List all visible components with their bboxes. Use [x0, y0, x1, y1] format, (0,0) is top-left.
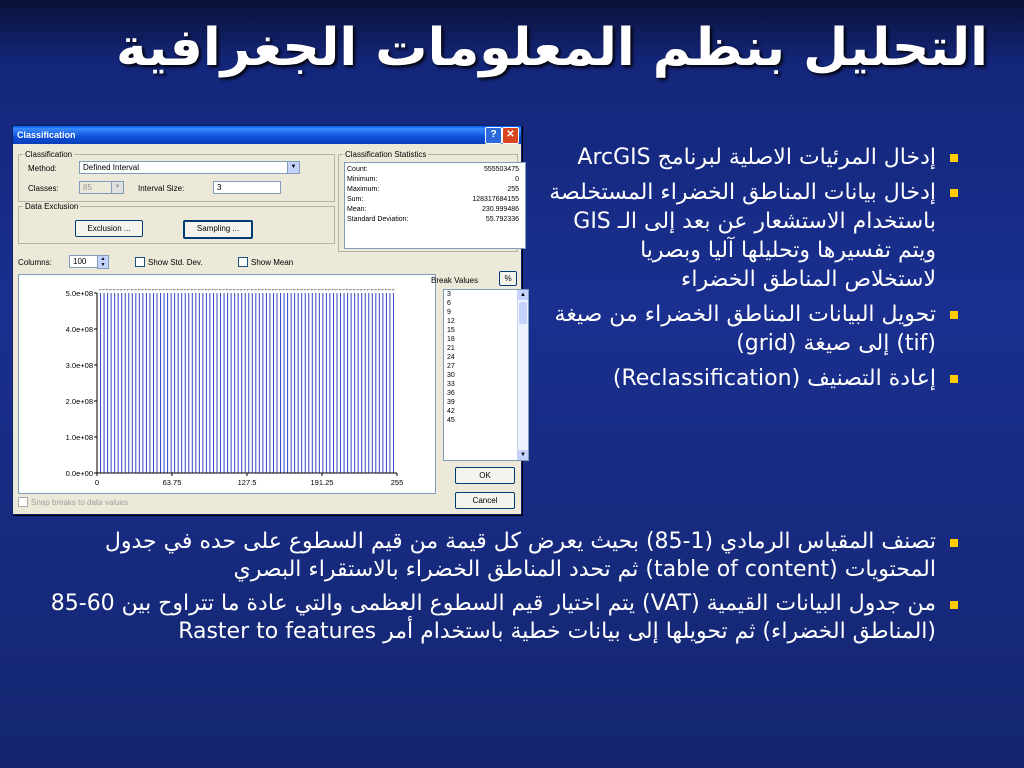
- break-line-handle: ⌐: [286, 287, 290, 293]
- break-line-handle: ⌐: [219, 287, 222, 293]
- show-std-dev-checkbox[interactable]: [135, 257, 145, 267]
- break-value-item[interactable]: 33: [447, 381, 455, 388]
- bullet-text: إدخال بيانات المناطق الخضراء المستخلصة باستخدام الاستشعار عن بعد إلى الـ GIS ويتم تفسيرها وتحليلها آليا وبصريا لاستخلاص المناطق الخضراء: [549, 180, 936, 292]
- break-line-handle: ⌐: [247, 287, 251, 293]
- bullet-square-icon: [950, 539, 958, 547]
- break-line-handle: ⌐: [141, 287, 145, 293]
- break-value-item[interactable]: 15: [447, 327, 455, 334]
- break-line-handle: ⌐: [134, 287, 138, 293]
- scrollbar[interactable]: [517, 290, 528, 460]
- break-line-handle: ⌐: [148, 287, 152, 293]
- break-value-item[interactable]: 30: [447, 372, 455, 379]
- break-line-handle: ⌐: [374, 287, 378, 293]
- break-line-handle: ⌐: [381, 287, 385, 293]
- x-tick-label: 255: [390, 478, 404, 487]
- classes-select: [79, 181, 124, 194]
- break-line-handle: ⌐: [303, 287, 307, 293]
- stat-value: 128317684155: [472, 196, 519, 203]
- stat-value: 55.792336: [485, 216, 519, 223]
- ok-button[interactable]: OK: [455, 467, 515, 484]
- y-tick-label: 5.0e+08: [65, 289, 93, 298]
- break-line-handle: ⌐: [99, 287, 102, 293]
- columns-value: 100: [73, 257, 87, 266]
- break-value-item[interactable]: 3: [447, 291, 451, 298]
- break-line-handle: ⌐: [307, 287, 311, 293]
- method-select[interactable]: [79, 161, 300, 174]
- break-line-handle: ⌐: [106, 287, 110, 293]
- break-line-handle: ⌐: [127, 287, 131, 293]
- break-line-handle: ⌐: [190, 287, 194, 293]
- break-line-handle: ⌐: [279, 287, 282, 293]
- show-mean-label: Show Mean: [251, 258, 294, 267]
- break-line-handle: ⌐: [310, 287, 314, 293]
- break-line-handle: ⌐: [392, 287, 395, 293]
- break-line-handle: ⌐: [162, 287, 166, 293]
- scroll-down-icon[interactable]: ▼: [518, 450, 528, 460]
- stat-value: 230.999486: [482, 206, 519, 213]
- break-value-item[interactable]: 45: [447, 417, 455, 424]
- columns-input[interactable]: [69, 255, 100, 268]
- break-line-handle: ⌐: [370, 287, 374, 293]
- stat-key: Maximum:: [347, 186, 380, 193]
- break-values-label: Break Values: [431, 276, 478, 285]
- break-line-handle: ⌐: [349, 287, 353, 293]
- snap-breaks-label: Snap breaks to data values: [31, 498, 128, 507]
- break-line-handle: ⌐: [272, 287, 275, 293]
- stat-key: Minimum:: [347, 176, 378, 183]
- break-line-handle: ⌐: [363, 287, 367, 293]
- break-line-handle: ⌐: [173, 287, 177, 293]
- bullet-text: تصنف المقياس الرمادي (1-85) بحيث يعرض كل قيمة من قيم السطوع على حده في جدول المحتويات (table of content) ثم تحدد المناطق الخضراء بالاستقراء البصري: [104, 529, 936, 582]
- break-line-handle: ⌐: [204, 287, 208, 293]
- break-line-handle: ⌐: [116, 287, 120, 293]
- bullet-item: [544, 364, 964, 393]
- break-line-handle: ⌐: [332, 287, 335, 293]
- break-line-handle: ⌐: [328, 287, 332, 293]
- method-label: Method:: [28, 164, 57, 173]
- stat-row: [347, 216, 519, 226]
- chevron-down-icon: ▼: [111, 182, 123, 193]
- stat-row: [347, 206, 519, 216]
- classification-dialog: [12, 125, 526, 515]
- break-value-item[interactable]: 21: [447, 345, 455, 352]
- dialog-title-bar[interactable]: [13, 126, 521, 144]
- bullet-text: تحويل البيانات المناطق الخضراء من صيغة (tif) إلى صيغة (grid): [554, 302, 936, 356]
- stat-row: [347, 166, 519, 176]
- classes-value: 85: [83, 183, 92, 192]
- break-value-item[interactable]: 18: [447, 336, 455, 343]
- y-tick-label: 2.0e+08: [65, 397, 93, 406]
- break-line-handle: ⌐: [377, 287, 381, 293]
- interval-size-input[interactable]: 3: [213, 181, 281, 194]
- break-line-handle: ⌐: [233, 287, 237, 293]
- break-line-handle: ⌐: [268, 287, 272, 293]
- bullet-text: من جدول البيانات القيمية (VAT) يتم اختيار قيم السطوع العظمى والتي عادة ما تتراوح بين 60-85 (المناطق الخضراء) ثم تحويلها إلى بيانات خطية باستخدام أمر Raster to features: [50, 591, 936, 644]
- scroll-thumb[interactable]: [519, 302, 527, 324]
- break-line-handle: ⌐: [282, 287, 286, 293]
- classification-group-label: Classification: [25, 150, 73, 159]
- break-line-handle: ⌐: [222, 287, 226, 293]
- break-value-item[interactable]: 12: [447, 318, 455, 325]
- stat-row: [347, 176, 519, 186]
- x-tick-label: 63.75: [162, 478, 182, 487]
- break-line-handle: ⌐: [384, 287, 388, 293]
- help-button[interactable]: ?: [485, 127, 502, 144]
- lower-bullet-list: [34, 528, 964, 652]
- stat-key: Mean:: [347, 206, 367, 213]
- break-line-handle: ⌐: [356, 287, 360, 293]
- break-line-handle: ⌐: [201, 287, 205, 293]
- break-line-handle: ⌐: [137, 287, 141, 293]
- histogram-chart[interactable]: [18, 274, 436, 494]
- break-value-item[interactable]: 6: [447, 300, 451, 307]
- bullet-square-icon: [950, 375, 958, 383]
- break-line-handle: ⌐: [254, 287, 258, 293]
- break-line-handle: ⌐: [155, 287, 159, 293]
- classes-label: Classes:: [28, 184, 59, 193]
- break-line-handle: ⌐: [144, 287, 148, 293]
- data-exclusion-group: [18, 202, 335, 244]
- bullet-text: إعادة التصنيف (Reclassification): [612, 366, 936, 391]
- y-tick-label: 4.0e+08: [65, 325, 93, 334]
- break-line-handle: ⌐: [321, 287, 325, 293]
- break-value-item[interactable]: 39: [447, 399, 455, 406]
- bullet-item: [544, 300, 964, 358]
- break-line-handle: ⌐: [180, 287, 184, 293]
- columns-spinner[interactable]: ▲ ▼: [97, 255, 109, 269]
- break-line-handle: ⌐: [212, 287, 215, 293]
- break-line-handle: ⌐: [264, 287, 268, 293]
- snap-breaks-checkbox: [18, 497, 28, 507]
- bullet-item: [34, 590, 964, 646]
- break-line-handle: ⌐: [367, 287, 371, 293]
- percent-button[interactable]: %: [499, 271, 517, 286]
- stat-value: 255: [507, 186, 519, 193]
- break-line-handle: ⌐: [169, 287, 173, 293]
- break-line-handle: ⌐: [187, 287, 191, 293]
- stat-key: Count:: [347, 166, 368, 173]
- break-line-handle: ⌐: [339, 287, 342, 293]
- classification-group: [18, 150, 335, 202]
- break-line-handle: ⌐: [197, 287, 201, 293]
- bullet-square-icon: [950, 311, 958, 319]
- bullet-square-icon: [950, 154, 958, 162]
- bullet-square-icon: [950, 601, 958, 609]
- stat-row: [347, 196, 519, 206]
- break-line-handle: ⌐: [176, 287, 180, 293]
- break-value-item[interactable]: 42: [447, 408, 455, 415]
- break-line-handle: ⌐: [388, 287, 392, 293]
- break-line-handle: ⌐: [314, 287, 318, 293]
- break-line-handle: ⌐: [296, 287, 300, 293]
- y-tick-label: 1.0e+08: [65, 433, 93, 442]
- break-line-handle: ⌐: [342, 287, 346, 293]
- break-line-handle: ⌐: [261, 287, 265, 293]
- break-line-handle: ⌐: [120, 287, 124, 293]
- bullet-item: [544, 178, 964, 294]
- break-line-handle: ⌐: [194, 287, 198, 293]
- y-tick-label: 3.0e+08: [65, 361, 93, 370]
- scroll-up-icon[interactable]: ▲: [518, 290, 528, 300]
- stat-key: Sum:: [347, 196, 364, 203]
- break-line-handle: ⌐: [335, 287, 339, 293]
- break-value-item[interactable]: 9: [447, 309, 451, 316]
- data-exclusion-label: Data Exclusion: [25, 202, 79, 211]
- break-line-handle: ⌐: [109, 287, 113, 293]
- stat-value: 0: [515, 176, 519, 183]
- break-line-handle: ⌐: [159, 287, 162, 293]
- break-line-handle: ⌐: [240, 287, 244, 293]
- dialog-title: Classification: [17, 130, 76, 140]
- break-line-handle: ⌐: [250, 287, 254, 293]
- stat-value: 555503475: [483, 166, 519, 173]
- break-line-handle: ⌐: [243, 287, 247, 293]
- show-mean-checkbox[interactable]: [238, 257, 248, 267]
- break-line-handle: ⌐: [183, 287, 187, 293]
- break-line-handle: ⌐: [229, 287, 233, 293]
- method-value: Defined Interval: [83, 163, 140, 172]
- break-line-handle: ⌐: [166, 287, 170, 293]
- stat-row: [347, 186, 519, 196]
- break-line-handle: ⌐: [300, 287, 304, 293]
- break-line-handle: ⌐: [257, 287, 261, 293]
- sampling-button[interactable]: Sampling ...: [183, 220, 253, 239]
- histogram-svg: [19, 275, 435, 493]
- statistics-group-label: Classification Statistics: [345, 150, 427, 159]
- exclusion-button[interactable]: Exclusion ...: [75, 220, 143, 237]
- x-tick-label: 0: [94, 478, 100, 487]
- break-line-handle: ⌐: [289, 287, 293, 293]
- bullet-text: إدخال المرئيات الاصلية لبرنامج ArcGIS: [577, 145, 936, 170]
- chevron-down-icon[interactable]: ▼: [287, 162, 299, 173]
- break-values-list[interactable]: [443, 289, 529, 461]
- stat-key: Standard Deviation:: [347, 216, 409, 223]
- upper-bullet-list: [544, 143, 964, 399]
- break-line-handle: ⌐: [236, 287, 240, 293]
- break-line-handle: ⌐: [208, 287, 212, 293]
- break-line-handle: ⌐: [317, 287, 321, 293]
- close-button[interactable]: ✕: [502, 127, 519, 144]
- break-line-handle: ⌐: [102, 287, 106, 293]
- break-line-handle: ⌐: [113, 287, 117, 293]
- break-line-handle: ⌐: [215, 287, 219, 293]
- slide-title: التحليل بنظم المعلومات الجغرافية: [116, 18, 988, 78]
- break-line-handle: ⌐: [293, 287, 297, 293]
- break-value-item[interactable]: 36: [447, 390, 455, 397]
- x-tick-label: 127.5: [237, 478, 257, 487]
- y-tick-label: 0.0e+00: [65, 469, 93, 478]
- cancel-button[interactable]: Cancel: [455, 492, 515, 509]
- bullet-item: [34, 528, 964, 584]
- break-line-handle: ⌐: [226, 287, 230, 293]
- break-line-handle: ⌐: [130, 287, 134, 293]
- break-line-handle: ⌐: [123, 287, 127, 293]
- break-line-handle: ⌐: [275, 287, 279, 293]
- x-tick-label: 191.25: [310, 478, 334, 487]
- bullet-item: [544, 143, 964, 172]
- show-std-dev-label: Show Std. Dev.: [148, 258, 203, 267]
- statistics-box: [344, 162, 526, 249]
- break-line-handle: ⌐: [346, 287, 350, 293]
- columns-label: Columns:: [18, 258, 52, 267]
- break-value-item[interactable]: 27: [447, 363, 455, 370]
- break-line-handle: ⌐: [360, 287, 364, 293]
- break-value-item[interactable]: 24: [447, 354, 455, 361]
- interval-size-label: Interval Size:: [138, 184, 185, 193]
- break-line-handle: ⌐: [353, 287, 357, 293]
- break-line-handle: ⌐: [152, 287, 155, 293]
- bullet-square-icon: [950, 189, 958, 197]
- break-line-handle: ⌐: [324, 287, 328, 293]
